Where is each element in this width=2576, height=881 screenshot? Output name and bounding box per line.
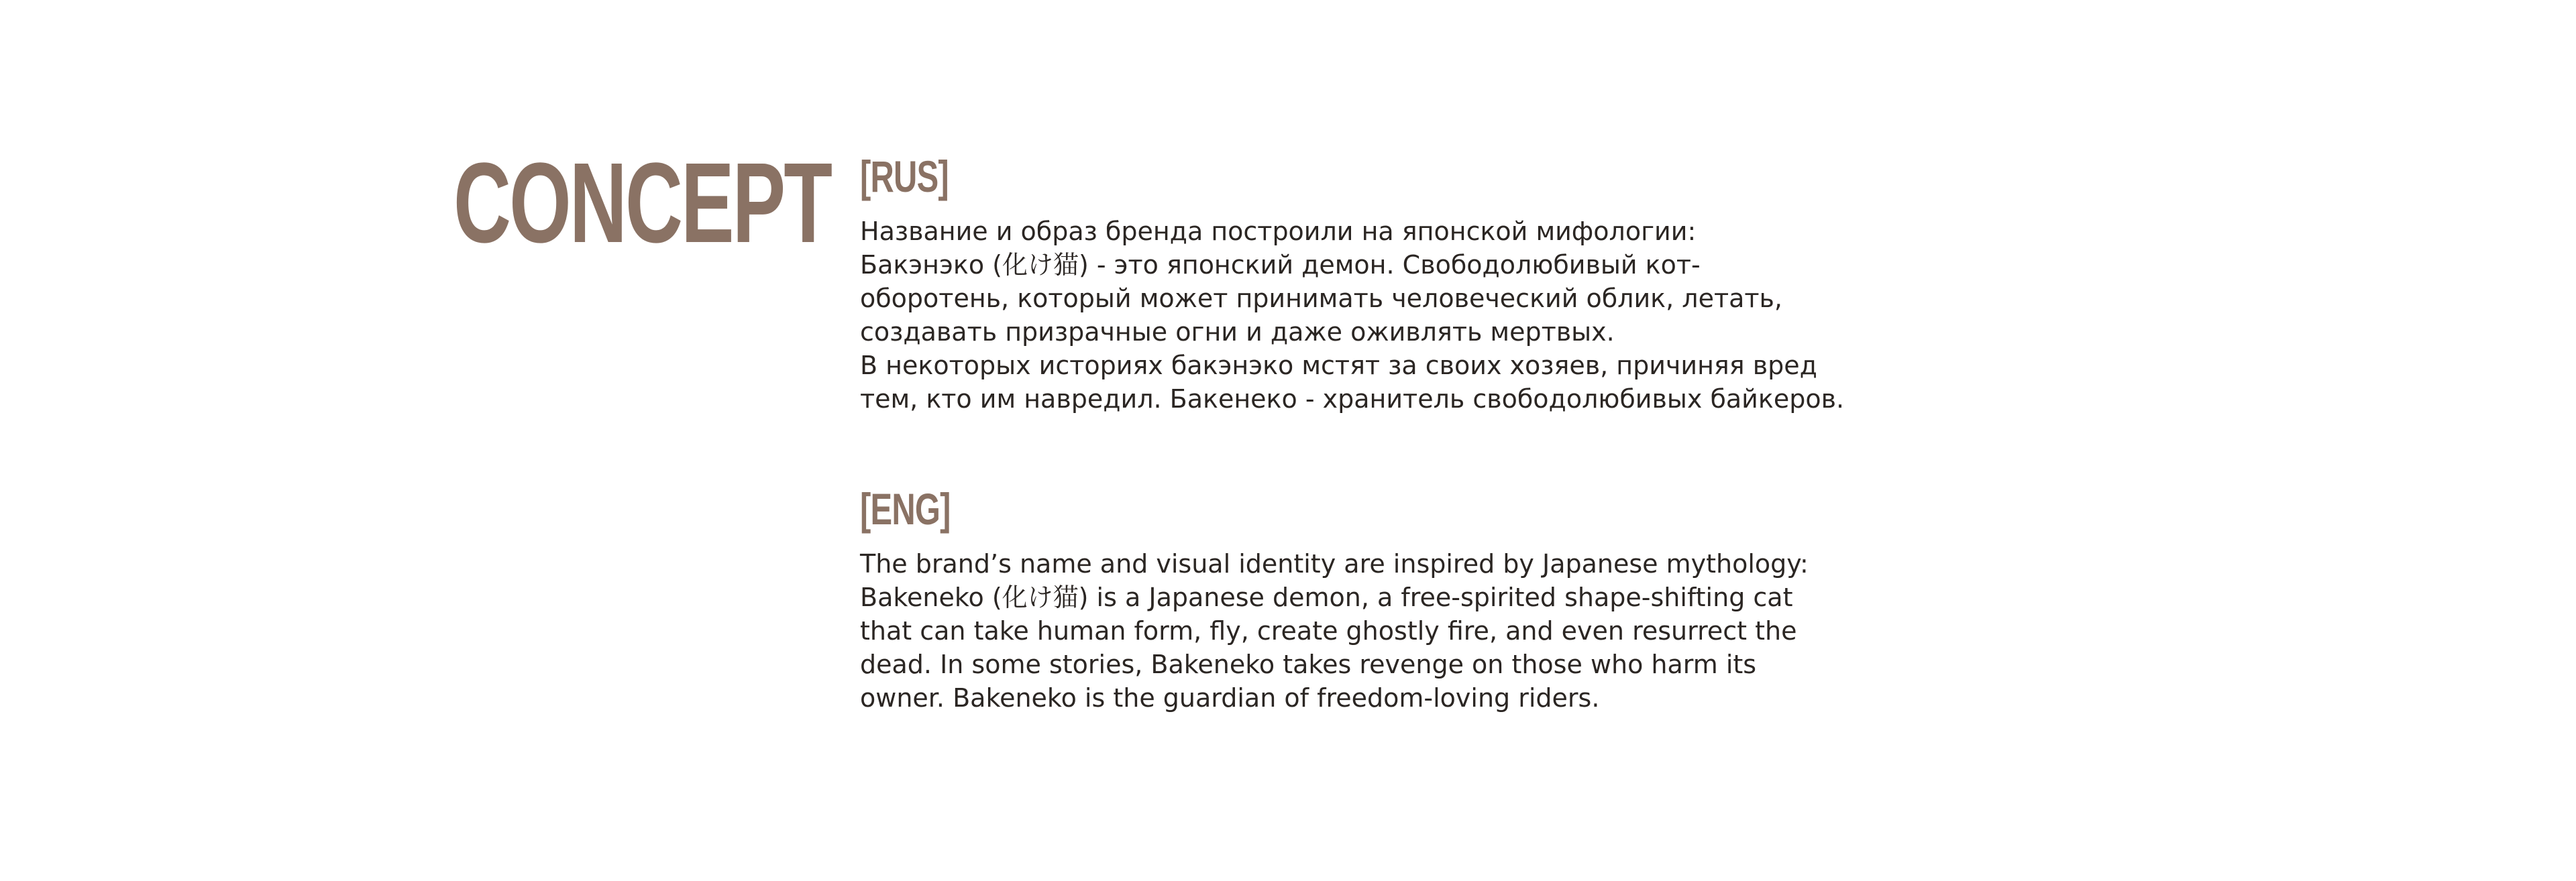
eng-language-tag: [ENG]	[860, 484, 951, 534]
eng-section	[860, 484, 1960, 715]
rus-line-5: В некоторых историях бакэнэко мстят за своих хозяев, причиняя вред	[860, 351, 1817, 380]
eng-line-3: that can take human form, fly, create ghostly fire, and even resurrect the	[860, 616, 1797, 646]
eng-line-5: owner. Bakeneko is the guardian of freedom-loving riders.	[860, 683, 1600, 713]
eng-line-1: The brand’s name and visual identity are inspired by Japanese mythology:	[860, 549, 1809, 579]
concept-title: CONCEPT	[453, 139, 831, 267]
rus-section	[860, 154, 1960, 416]
rus-language-tag: [RUS]	[860, 152, 949, 201]
rus-line-2: Бакэнэко (化け猫) - это японский демон. Свободолюбивый кот-	[860, 250, 1701, 280]
eng-line-2: Bakeneko (化け猫) is a Japanese demon, a free-spirited shape-shifting cat	[860, 583, 1793, 612]
eng-description	[860, 547, 1960, 715]
rus-line-4: создавать призрачные огни и даже оживлять мертвых.	[860, 317, 1615, 347]
rus-description	[860, 215, 1960, 416]
rus-line-3: оборотень, который может принимать человеческий облик, летать,	[860, 284, 1782, 313]
rus-line-6: тем, кто им навредил. Бакенеко - хранитель свободолюбивых байкеров.	[860, 384, 1845, 414]
rus-line-1: Название и образ бренда построили на японской мифологии:	[860, 217, 1697, 246]
eng-line-4: dead. In some stories, Bakeneko takes revenge on those who harm its	[860, 650, 1757, 679]
